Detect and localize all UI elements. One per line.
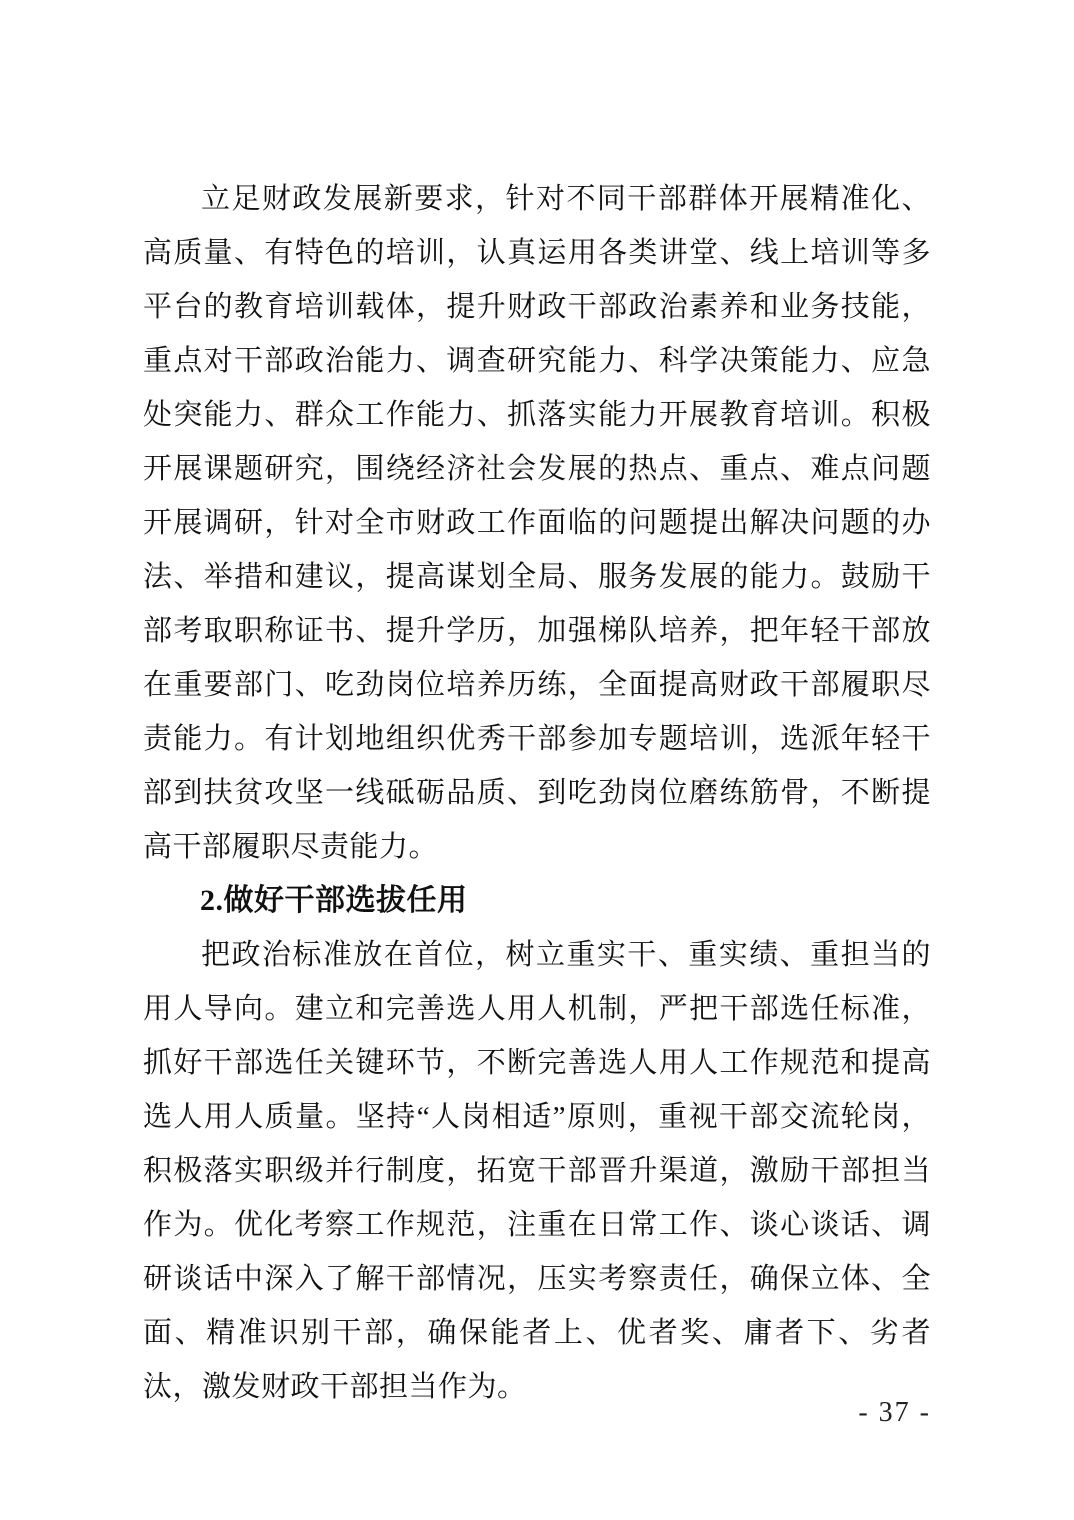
section-heading-cadre-selection: 2.做好干部选拔任用: [200, 884, 468, 917]
document-body: [143, 172, 931, 1414]
page-number: - 37 -: [858, 1397, 931, 1428]
paragraph-cadre-training: 立足财政发展新要求，针对不同干部群体开展精准化、高质量、有特色的培训，认真运用各类讲堂、线上培训等多平台的教育培训载体，提升财政干部政治素养和业务技能，重点对干部政治能力、调查研究能力、科学决策能力、应急处突能力、群众工作能力、抓落实能力开展教育培训。积极开展课题研究，围绕经济社会发展的热点、重点、难点问题开展调研，针对全市财政工作面临的问题提出解决问题的办法、举措和建议，提高谋划全局、服务发展的能力。鼓励干部考取职称证书、提升学历，加强梯队培养，把年轻干部放在重要部门、吃劲岗位培养历练，全面提高财政干部履职尽责能力。有计划地组织优秀干部参加专题培训，选派年轻干部到扶贫攻坚一线砥砺品质、到吃劲岗位磨练筋骨，不断提高干部履职尽责能力。: [143, 183, 931, 863]
paragraph-cadre-selection: 把政治标准放在首位，树立重实干、重实绩、重担当的用人导向。建立和完善选人用人机制，严把干部选任标准，抓好干部选任关键环节，不断完善选人用人工作规范和提高选人用人质量。坚持“人岗相适”原则，重视干部交流轮岗，积极落实职级并行制度，拓宽干部晋升渠道，激励干部担当作为。优化考察工作规范，注重在日常工作、谈心谈话、调研谈话中深入了解干部情况，压实考察责任，确保立体、全面、精准识别干部，确保能者上、优者奖、庸者下、劣者汰，激发财政干部担当作为。: [143, 939, 931, 1403]
